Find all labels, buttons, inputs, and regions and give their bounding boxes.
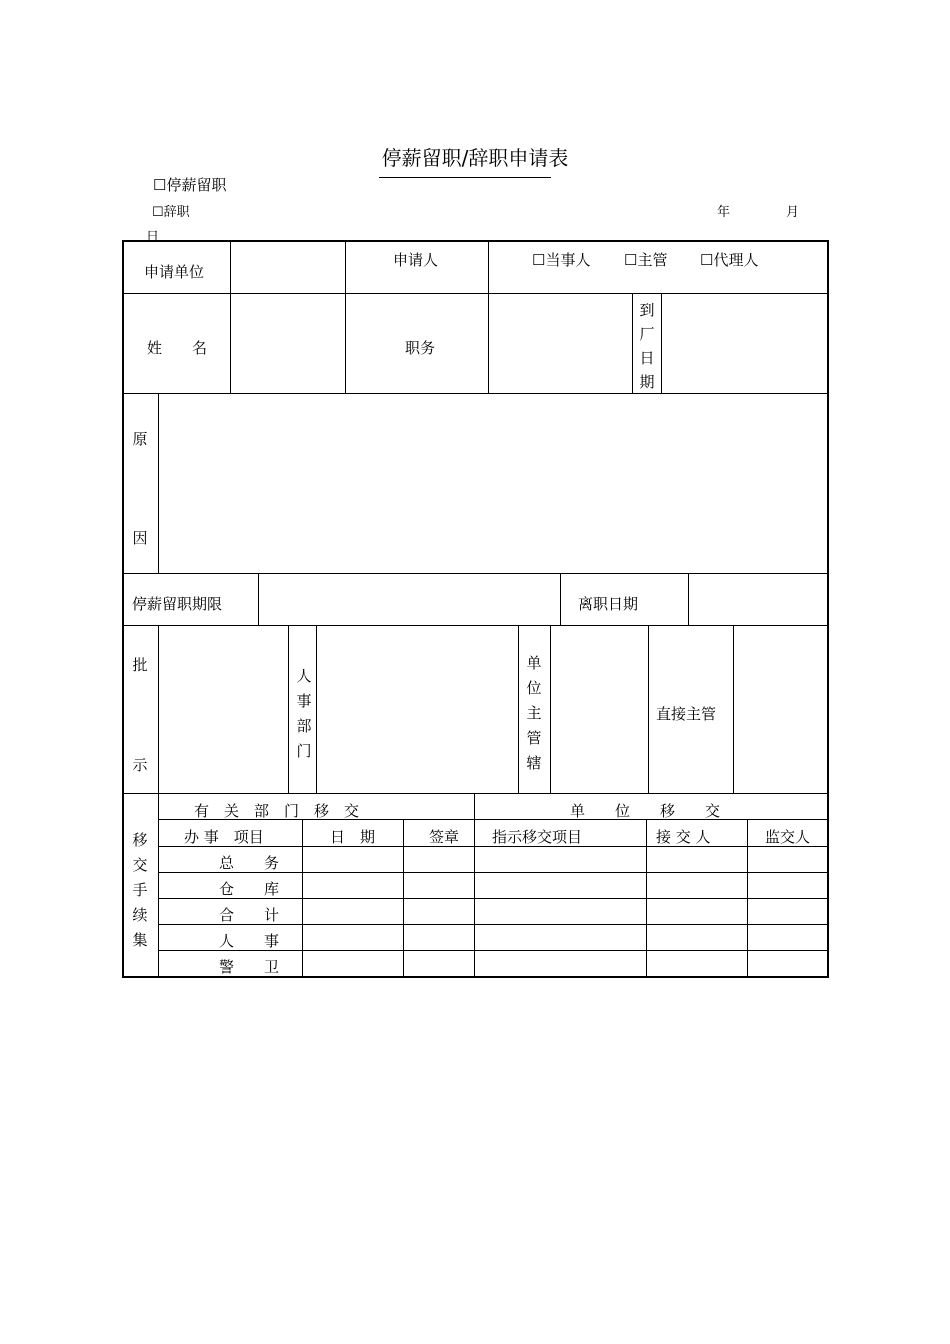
leave-date-label: 离职日期 [578, 595, 639, 613]
grid-line [733, 625, 734, 793]
approval-field[interactable] [160, 627, 287, 792]
reason-label-top: 原 [132, 430, 148, 448]
handover-row-accounting: 合 计 [219, 906, 280, 924]
position-field[interactable] [490, 295, 631, 392]
unit-head-field[interactable] [552, 627, 647, 792]
suspension-period-label: 停薪留职期限 [132, 595, 223, 613]
reason-label-bottom: 因 [132, 529, 148, 547]
col-header-seal: 签章 [429, 828, 460, 846]
grid-line [632, 293, 633, 393]
grid-line [258, 573, 259, 625]
grid-line [122, 793, 829, 794]
option-suspend-checkbox[interactable]: ☐停薪留职 [153, 176, 227, 194]
position-label: 职务 [405, 339, 436, 357]
col-header-date: 日 期 [330, 828, 376, 846]
unit-transfer-header: 单 位 移 交 [570, 802, 721, 820]
handover-label: 移 交 手 续 集 [132, 831, 148, 949]
direct-supervisor-label: 直接主管 [656, 705, 717, 723]
agent-checkbox[interactable]: ☐代理人 [700, 251, 759, 269]
col-header-instruct: 指示移交项目 [492, 828, 583, 846]
grid-line [316, 625, 317, 793]
approval-label-top: 批 [132, 656, 148, 674]
handover-row-warehouse: 仓 库 [219, 880, 280, 898]
date-day-label: 日 [146, 230, 160, 245]
grid-line [560, 573, 561, 625]
grid-line [158, 872, 829, 873]
name-field[interactable] [232, 295, 344, 392]
unit-head-label: 单 位 主 管 辖 [526, 654, 542, 772]
grid-line [648, 625, 649, 793]
handover-row-general: 总 务 [219, 854, 280, 872]
grid-line [518, 625, 519, 793]
name-label: 姓 名 [147, 339, 208, 357]
handover-row-personnel: 人 事 [219, 932, 280, 950]
suspension-period-field[interactable] [260, 575, 559, 624]
direct-supervisor-field[interactable] [735, 627, 827, 792]
hr-dept-label: 人 事 部 门 [296, 667, 312, 760]
option-resign-checkbox[interactable]: ☐辞职 [152, 205, 190, 220]
party-checkbox[interactable]: ☐当事人 [532, 251, 591, 269]
col-header-monitor: 监交人 [765, 828, 811, 846]
supervisor-checkbox[interactable]: ☐主管 [624, 251, 668, 269]
leave-date-field[interactable] [690, 575, 827, 624]
grid-line [122, 393, 829, 394]
dept-transfer-header: 有 关 部 门 移 交 [194, 802, 360, 820]
apply-unit-label: 申请单位 [144, 263, 205, 281]
handover-row-security: 警 卫 [219, 958, 280, 976]
grid-line [345, 240, 346, 393]
title-underline [379, 177, 551, 178]
hr-dept-field[interactable] [318, 627, 517, 792]
application-form-table [122, 240, 829, 978]
grid-line [158, 793, 159, 976]
join-date-field[interactable] [663, 295, 827, 392]
grid-line [288, 625, 289, 793]
grid-line [488, 240, 489, 393]
grid-line [158, 625, 159, 793]
grid-line [158, 393, 159, 573]
grid-line [158, 898, 829, 899]
grid-line [158, 950, 829, 951]
grid-line [661, 293, 662, 393]
apply-unit-field[interactable] [232, 242, 344, 292]
grid-line [122, 293, 829, 294]
grid-line [550, 625, 551, 793]
approval-label-bottom: 示 [132, 756, 148, 774]
date-month-label: 月 [786, 205, 800, 220]
col-header-receiver: 接 交 人 [656, 828, 711, 846]
reason-field[interactable] [160, 395, 827, 572]
grid-line [688, 573, 689, 625]
grid-line [230, 240, 231, 393]
grid-line [474, 793, 475, 976]
applicant-label: 申请人 [393, 251, 439, 269]
join-date-label: 到 厂 日 期 [639, 301, 655, 391]
grid-line [158, 924, 829, 925]
grid-line [122, 573, 829, 574]
grid-line [158, 846, 829, 847]
grid-line [122, 625, 829, 626]
date-year-label: 年 [717, 205, 731, 220]
form-title: 停薪留职/辞职申请表 [381, 146, 569, 170]
col-header-item: 办 事 项目 [184, 828, 264, 846]
